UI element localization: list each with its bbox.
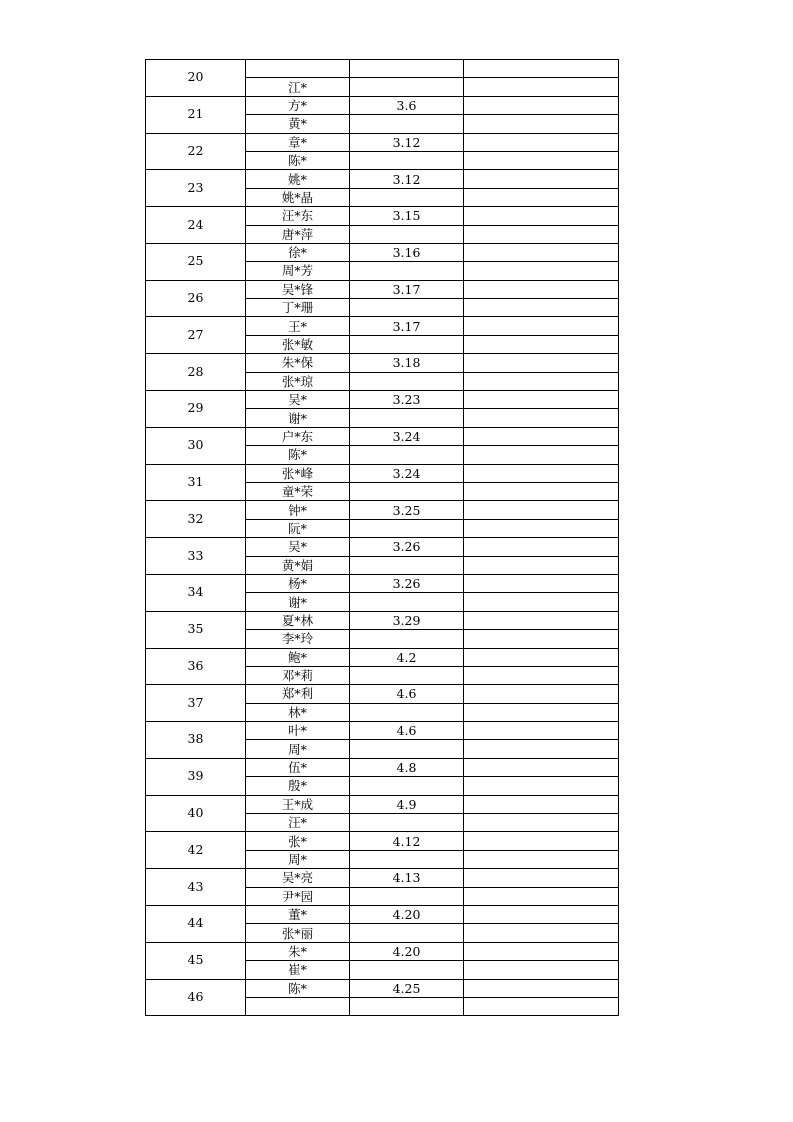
table-row	[146, 611, 619, 629]
table-row	[146, 501, 619, 519]
name-cell: 汪*	[246, 814, 350, 832]
group-number-cell	[146, 979, 246, 1016]
name-cell: 朱*保	[246, 354, 350, 372]
empty-cell	[464, 133, 619, 151]
group-number: 43	[187, 878, 204, 894]
empty-cell	[464, 832, 619, 850]
empty-cell	[464, 887, 619, 905]
name-cell: 张*敏	[246, 335, 350, 353]
name-cell: 陈*	[246, 979, 350, 997]
group-number-cell	[146, 354, 246, 391]
group-number-cell	[146, 207, 246, 244]
group-number: 44	[187, 915, 204, 931]
empty-cell	[464, 942, 619, 960]
name-cell: 童*荣	[246, 482, 350, 500]
empty-cell	[464, 482, 619, 500]
empty-cell	[464, 243, 619, 261]
empty-cell	[464, 795, 619, 813]
name-cell: 汪*东	[246, 207, 350, 225]
empty-cell	[464, 979, 619, 997]
group-number: 31	[187, 473, 204, 489]
roster-table-body	[146, 60, 619, 1016]
group-number: 40	[187, 805, 204, 821]
group-number: 22	[187, 142, 204, 158]
empty-cell	[464, 78, 619, 96]
date-cell	[350, 151, 464, 169]
date-cell: 4.2	[350, 648, 464, 666]
name-cell: 丁*珊	[246, 299, 350, 317]
group-number-cell	[146, 758, 246, 795]
group-number-cell	[146, 464, 246, 501]
group-number: 23	[187, 179, 204, 195]
empty-cell	[464, 519, 619, 537]
empty-cell	[464, 758, 619, 776]
table-row	[146, 280, 619, 298]
empty-cell	[464, 777, 619, 795]
date-cell	[350, 262, 464, 280]
name-cell: 吴*锋	[246, 280, 350, 298]
date-cell: 3.17	[350, 280, 464, 298]
empty-cell	[464, 630, 619, 648]
group-number-cell	[146, 243, 246, 280]
group-number: 27	[187, 326, 204, 342]
empty-cell	[464, 96, 619, 114]
group-number: 26	[187, 290, 204, 306]
name-cell: 王*成	[246, 795, 350, 813]
date-cell: 3.12	[350, 133, 464, 151]
table-row	[146, 869, 619, 887]
empty-cell	[464, 814, 619, 832]
date-cell: 3.24	[350, 464, 464, 482]
date-cell	[350, 60, 464, 78]
table-row	[146, 574, 619, 592]
empty-cell	[464, 850, 619, 868]
empty-cell	[464, 409, 619, 427]
name-cell: 姚*晶	[246, 188, 350, 206]
table-row	[146, 96, 619, 114]
group-number: 45	[187, 952, 204, 968]
name-cell: 李*玲	[246, 630, 350, 648]
group-number: 34	[187, 584, 204, 600]
empty-cell	[464, 593, 619, 611]
date-cell	[350, 299, 464, 317]
roster-table	[145, 59, 619, 1016]
group-number: 39	[187, 768, 204, 784]
table-row	[146, 427, 619, 445]
date-cell: 4.8	[350, 758, 464, 776]
group-number: 32	[187, 510, 204, 526]
empty-cell	[464, 391, 619, 409]
date-cell	[350, 482, 464, 500]
empty-cell	[464, 280, 619, 298]
group-number: 46	[187, 988, 204, 1004]
date-cell	[350, 924, 464, 942]
group-number-cell	[146, 427, 246, 464]
name-cell: 殷*	[246, 777, 350, 795]
date-cell: 3.15	[350, 207, 464, 225]
empty-cell	[464, 648, 619, 666]
group-number-cell	[146, 832, 246, 869]
empty-cell	[464, 427, 619, 445]
empty-cell	[464, 703, 619, 721]
name-cell: 张*琼	[246, 372, 350, 390]
table-row	[146, 942, 619, 960]
empty-cell	[464, 611, 619, 629]
date-cell: 3.6	[350, 96, 464, 114]
table-row	[146, 170, 619, 188]
group-number-cell	[146, 722, 246, 759]
date-cell: 4.20	[350, 905, 464, 923]
table-row	[146, 317, 619, 335]
empty-cell	[464, 464, 619, 482]
table-row	[146, 905, 619, 923]
table-row	[146, 464, 619, 482]
date-cell: 4.20	[350, 942, 464, 960]
roster-sheet	[145, 69, 620, 1016]
group-number: 37	[187, 694, 204, 710]
empty-cell	[464, 115, 619, 133]
date-cell: 4.13	[350, 869, 464, 887]
table-row	[146, 207, 619, 225]
date-cell: 4.25	[350, 979, 464, 997]
group-number-cell	[146, 611, 246, 648]
date-cell: 3.12	[350, 170, 464, 188]
empty-cell	[464, 869, 619, 887]
date-cell	[350, 335, 464, 353]
empty-cell	[464, 556, 619, 574]
name-cell: 鲍*	[246, 648, 350, 666]
name-cell: 谢*	[246, 593, 350, 611]
empty-cell	[464, 335, 619, 353]
date-cell	[350, 372, 464, 390]
empty-cell	[464, 574, 619, 592]
name-cell: 章*	[246, 133, 350, 151]
group-number-cell	[146, 942, 246, 979]
name-cell: 张*	[246, 832, 350, 850]
table-row	[146, 648, 619, 666]
group-number: 35	[187, 621, 204, 637]
name-cell: 杨*	[246, 574, 350, 592]
group-number-cell	[146, 648, 246, 685]
date-cell: 4.6	[350, 722, 464, 740]
date-cell: 3.17	[350, 317, 464, 335]
group-number: 36	[187, 657, 204, 673]
date-cell	[350, 409, 464, 427]
date-cell	[350, 78, 464, 96]
empty-cell	[464, 317, 619, 335]
name-cell: 姚*	[246, 170, 350, 188]
empty-cell	[464, 685, 619, 703]
name-cell: 陈*	[246, 151, 350, 169]
empty-cell	[464, 262, 619, 280]
name-cell: 吴*	[246, 391, 350, 409]
name-cell: 谢*	[246, 409, 350, 427]
empty-cell	[464, 151, 619, 169]
date-cell	[350, 814, 464, 832]
empty-cell	[464, 501, 619, 519]
empty-cell	[464, 225, 619, 243]
group-number-cell	[146, 869, 246, 906]
group-number-cell	[146, 60, 246, 97]
group-number-cell	[146, 133, 246, 170]
date-cell	[350, 225, 464, 243]
date-cell: 3.18	[350, 354, 464, 372]
empty-cell	[464, 924, 619, 942]
table-row	[146, 133, 619, 151]
name-cell: 黄*	[246, 115, 350, 133]
name-cell: 方*	[246, 96, 350, 114]
date-cell	[350, 519, 464, 537]
date-cell	[350, 630, 464, 648]
name-cell: 周*	[246, 850, 350, 868]
group-number-cell	[146, 905, 246, 942]
empty-cell	[464, 666, 619, 684]
empty-cell	[464, 997, 619, 1015]
name-cell: 吴*	[246, 538, 350, 556]
table-row	[146, 979, 619, 997]
date-cell	[350, 887, 464, 905]
empty-cell	[464, 446, 619, 464]
date-cell	[350, 593, 464, 611]
date-cell	[350, 556, 464, 574]
name-cell: 张*峰	[246, 464, 350, 482]
date-cell: 4.12	[350, 832, 464, 850]
empty-cell	[464, 961, 619, 979]
group-number: 28	[187, 363, 204, 379]
name-cell: 黄*娟	[246, 556, 350, 574]
empty-cell	[464, 299, 619, 317]
table-row	[146, 758, 619, 776]
date-cell: 3.24	[350, 427, 464, 445]
empty-cell	[464, 722, 619, 740]
empty-cell	[464, 170, 619, 188]
date-cell: 3.16	[350, 243, 464, 261]
group-number: 21	[187, 106, 204, 122]
name-cell: 户*东	[246, 427, 350, 445]
date-cell	[350, 446, 464, 464]
date-cell	[350, 777, 464, 795]
name-cell: 张*丽	[246, 924, 350, 942]
table-row	[146, 354, 619, 372]
date-cell: 3.29	[350, 611, 464, 629]
name-cell: 伍*	[246, 758, 350, 776]
date-cell	[350, 666, 464, 684]
name-cell: 王*	[246, 317, 350, 335]
group-number-cell	[146, 96, 246, 133]
table-row	[146, 832, 619, 850]
date-cell: 4.6	[350, 685, 464, 703]
name-cell: 唐*萍	[246, 225, 350, 243]
name-cell: 周*芳	[246, 262, 350, 280]
group-number-cell	[146, 317, 246, 354]
date-cell	[350, 850, 464, 868]
name-cell: 陈*	[246, 446, 350, 464]
date-cell: 3.26	[350, 538, 464, 556]
name-cell: 尹*园	[246, 887, 350, 905]
date-cell: 3.25	[350, 501, 464, 519]
date-cell: 4.9	[350, 795, 464, 813]
date-cell	[350, 961, 464, 979]
date-cell	[350, 997, 464, 1015]
group-number: 20	[187, 69, 204, 85]
table-row	[146, 538, 619, 556]
date-cell	[350, 115, 464, 133]
group-number: 25	[187, 253, 204, 269]
empty-cell	[464, 905, 619, 923]
name-cell: 朱*	[246, 942, 350, 960]
date-cell	[350, 740, 464, 758]
empty-cell	[464, 372, 619, 390]
name-cell: 吴*亮	[246, 869, 350, 887]
name-cell: 夏*林	[246, 611, 350, 629]
name-cell: 周*	[246, 740, 350, 758]
empty-cell	[464, 188, 619, 206]
name-cell: 崔*	[246, 961, 350, 979]
empty-cell	[464, 538, 619, 556]
date-cell	[350, 188, 464, 206]
date-cell: 3.26	[350, 574, 464, 592]
group-number: 33	[187, 547, 204, 563]
group-number-cell	[146, 574, 246, 611]
name-cell	[246, 60, 350, 78]
name-cell: 江*	[246, 78, 350, 96]
date-cell: 3.23	[350, 391, 464, 409]
name-cell: 邓*莉	[246, 666, 350, 684]
date-cell	[350, 703, 464, 721]
group-number: 30	[187, 437, 204, 453]
name-cell: 阮*	[246, 519, 350, 537]
empty-cell	[464, 207, 619, 225]
group-number: 24	[187, 216, 204, 232]
table-row	[146, 391, 619, 409]
table-row	[146, 795, 619, 813]
name-cell: 叶*	[246, 722, 350, 740]
name-cell: 徐*	[246, 243, 350, 261]
group-number: 38	[187, 731, 204, 747]
name-cell: 郑*利	[246, 685, 350, 703]
group-number-cell	[146, 538, 246, 575]
name-cell: 董*	[246, 905, 350, 923]
group-number-cell	[146, 391, 246, 428]
group-number-cell	[146, 170, 246, 207]
group-number: 42	[187, 841, 204, 857]
table-row	[146, 722, 619, 740]
name-cell: 林*	[246, 703, 350, 721]
group-number-cell	[146, 685, 246, 722]
empty-cell	[464, 354, 619, 372]
group-number-cell	[146, 280, 246, 317]
table-row	[146, 60, 619, 78]
empty-cell	[464, 60, 619, 78]
group-number: 29	[187, 400, 204, 416]
name-cell	[246, 997, 350, 1015]
table-row	[146, 685, 619, 703]
name-cell: 钟*	[246, 501, 350, 519]
group-number-cell	[146, 795, 246, 832]
table-row	[146, 243, 619, 261]
empty-cell	[464, 740, 619, 758]
group-number-cell	[146, 501, 246, 538]
